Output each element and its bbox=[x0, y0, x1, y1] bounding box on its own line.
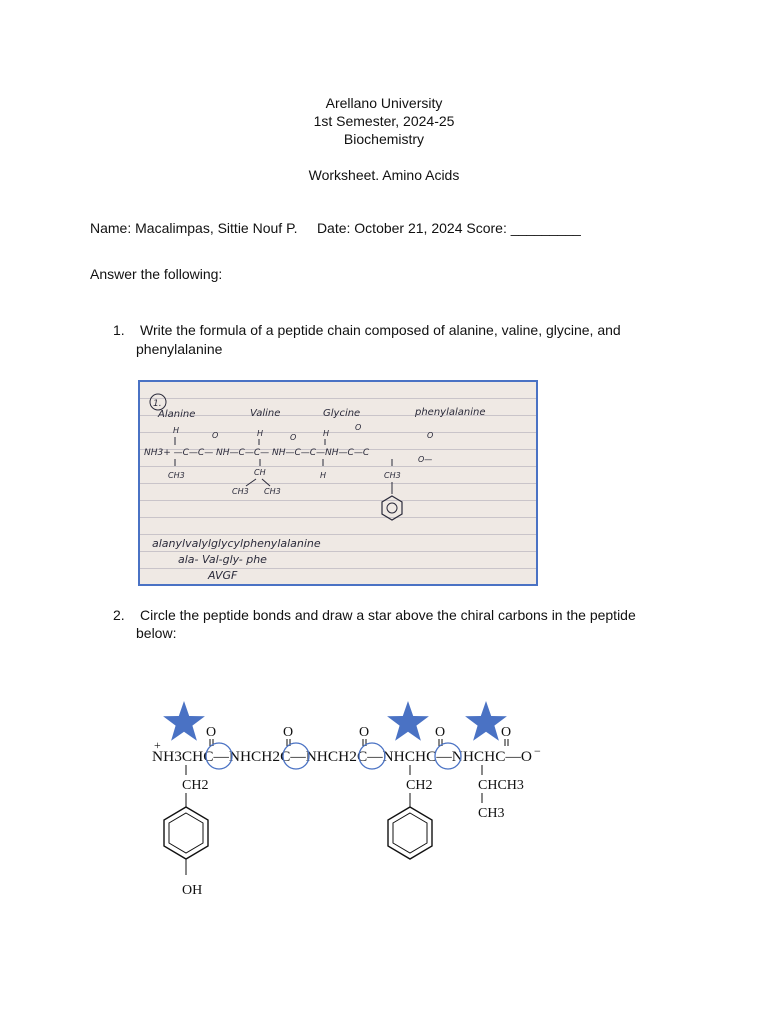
hand-h-3: H bbox=[323, 429, 330, 438]
carbonyl-o-2: O bbox=[283, 725, 294, 740]
semester: 1st Semester, 2024-25 bbox=[313, 113, 455, 129]
hand-main-chain: NH3+ —C—C— NH—C—C— NH—C—C—NH—C—C bbox=[144, 448, 370, 458]
hand-o-1: O bbox=[212, 431, 219, 440]
hand-phenylalanine: phenylalanine bbox=[415, 407, 486, 418]
carbonyl-o-4: O bbox=[435, 725, 446, 740]
carbonyl-o-3: O bbox=[359, 725, 370, 740]
q1-text-line1: Write the formula of a peptide chain composed of alanine, valine, glycine, and bbox=[140, 322, 621, 338]
hand-ch3-3: CH3 bbox=[232, 487, 249, 496]
charge-minus: − bbox=[534, 744, 541, 758]
student-info-line: Name: Macalimpas, Sittie Nouf P. Date: October 21, 2024 Score: _________ bbox=[90, 220, 581, 236]
hand-o-3: O bbox=[355, 423, 362, 432]
hand-glycine: Glycine bbox=[323, 408, 361, 419]
handwritten-answer-photo bbox=[138, 380, 538, 586]
subject: Biochemistry bbox=[343, 131, 425, 147]
side-ch3: CH3 bbox=[478, 806, 505, 821]
hand-h-2: H bbox=[257, 429, 264, 438]
hand-alanine: Alanine bbox=[158, 409, 196, 420]
chiral-star-2 bbox=[387, 701, 429, 741]
q2-text-line1: Circle the peptide bonds and draw a star above the chiral carbons in the peptide bbox=[140, 607, 636, 623]
hand-o-4: O bbox=[427, 431, 434, 440]
peptide-structure bbox=[140, 695, 560, 910]
hand-num: 1. bbox=[153, 399, 162, 409]
hand-h-1: H bbox=[173, 426, 180, 435]
worksheet-title: Worksheet. Amino Acids bbox=[308, 167, 460, 183]
q1-number: 1. bbox=[113, 322, 125, 338]
charge-plus: + bbox=[154, 738, 161, 752]
hand-bond bbox=[246, 479, 256, 486]
q1-text-line2: phenylalanine bbox=[136, 341, 223, 357]
instructions: Answer the following: bbox=[90, 266, 223, 282]
university-name: Arellano University bbox=[325, 95, 443, 111]
side-ch2-1: CH2 bbox=[182, 778, 209, 793]
hand-ch: CH bbox=[254, 468, 266, 477]
hand-o-minus: O— bbox=[418, 455, 433, 464]
handwritten-answer-drawing bbox=[140, 382, 536, 584]
q2-text-line2: below: bbox=[136, 625, 177, 641]
hand-ch3-2: CH3 bbox=[384, 471, 401, 480]
tyrosine-ring bbox=[164, 807, 208, 859]
carbonyl-o-5: O bbox=[501, 725, 512, 740]
q2-number: 2. bbox=[113, 607, 125, 623]
hydroxyl-oh: OH bbox=[182, 883, 203, 898]
hand-valine: Valine bbox=[250, 408, 281, 419]
hand-name-short: ala- Val-gly- phe bbox=[178, 553, 267, 566]
hand-name-abbrev: AVGF bbox=[208, 569, 238, 582]
tyrosine-ring-inner bbox=[169, 813, 203, 853]
hand-ch3-4: CH3 bbox=[264, 487, 281, 496]
phenyl-ring bbox=[388, 807, 432, 859]
hand-h-4: H bbox=[320, 471, 327, 480]
hand-o-2: O bbox=[290, 433, 297, 442]
hand-ch3-1: CH3 bbox=[168, 471, 185, 480]
hand-bond bbox=[262, 479, 270, 486]
peptide-main-chain: NH3CHC—NHCH2C—NHCH2C—NHCHC—NHCHC—O bbox=[152, 749, 533, 765]
hand-benzene-circle bbox=[387, 503, 397, 513]
chiral-star-1 bbox=[163, 701, 205, 741]
side-ch2-2: CH2 bbox=[406, 778, 433, 793]
side-chch3: CHCH3 bbox=[478, 778, 524, 793]
phenyl-ring-inner bbox=[393, 813, 427, 853]
hand-name-full: alanylvalylglycylphenylalanine bbox=[152, 537, 321, 550]
carbonyl-o-1: O bbox=[206, 725, 217, 740]
hand-benzene-ring bbox=[382, 496, 402, 520]
